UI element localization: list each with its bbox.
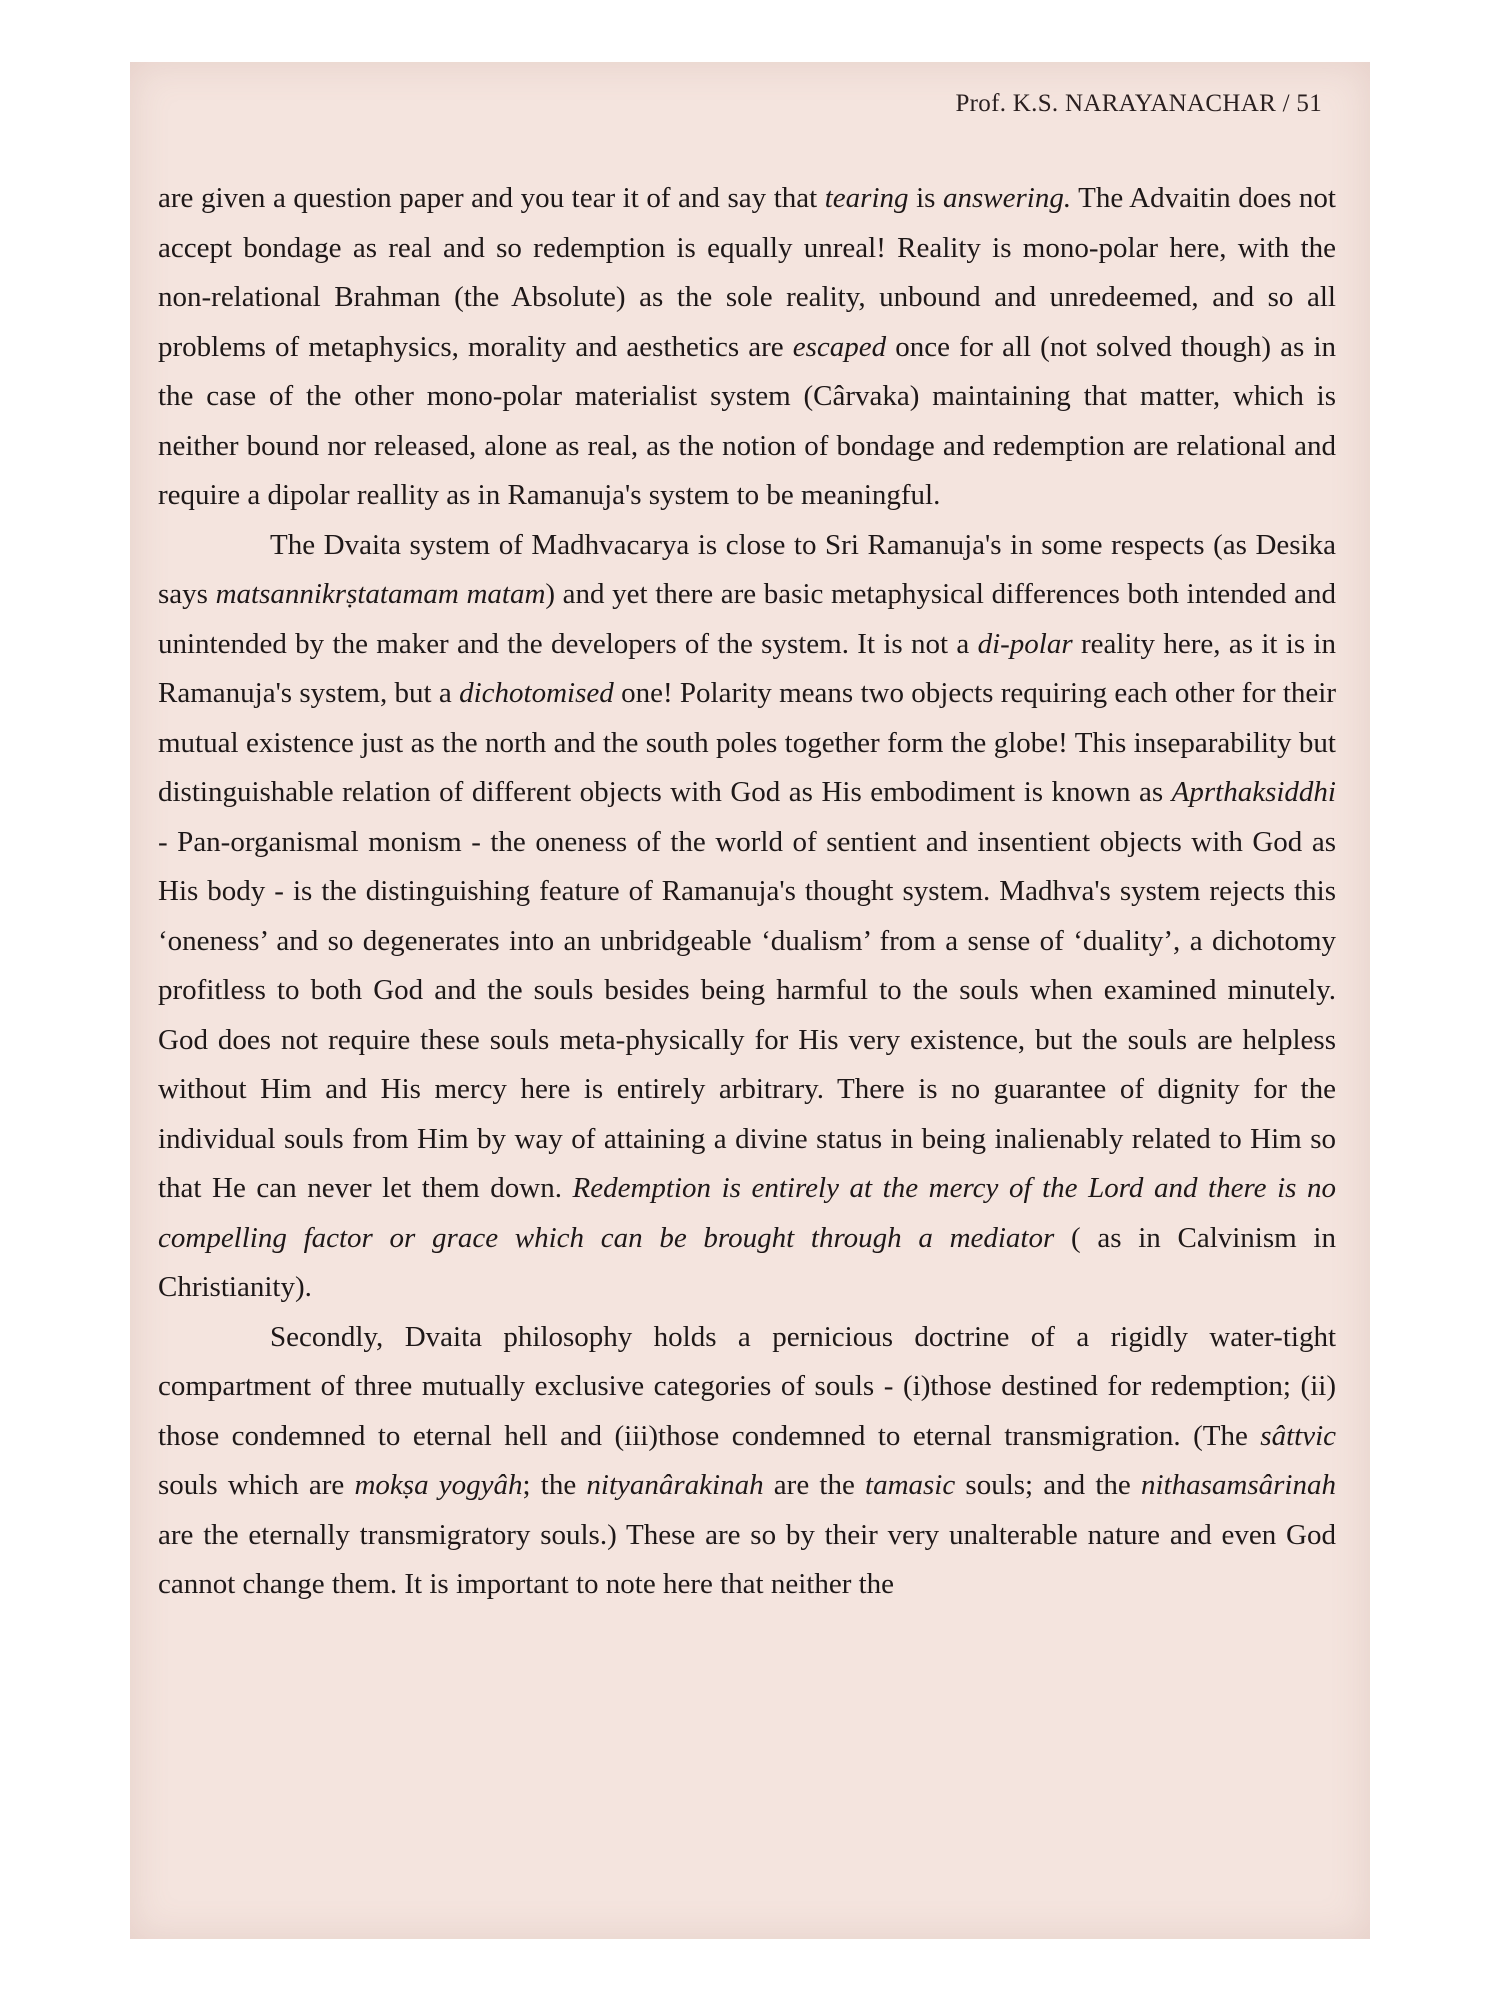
italic-term: nityanârakinah	[586, 1469, 764, 1501]
text-run: are given a question paper and you tear it of and say that	[158, 182, 825, 214]
text-run: Secondly, Dvaita philosophy holds a pernicious doctrine of a rigidly water-tight compartment of three mutually exclusive categories of souls - (i)those destined for redemption; (ii) those condemned to eternal hell and (iii)those condemned to eternal transmigration. (The	[158, 1320, 1336, 1452]
italic-term: mokṣa yogyâh	[354, 1469, 523, 1501]
text-run: reality here, as it is in Ramanuja's system, but a	[158, 627, 1336, 709]
italic-term: Redemption is entirely at the mercy of the Lord and there is no compelling factor or grace which can be brought through a mediator	[158, 1172, 1336, 1254]
body-text	[158, 174, 1336, 1610]
text-run: one! Polarity means two objects requiring each other for their mutual existence just as the north and the south poles together form the globe! This inseparability but distinguishable relation of different objects with God as His embodiment is known as	[158, 677, 1337, 808]
text-run: souls which are	[158, 1469, 355, 1501]
book-page	[130, 62, 1370, 1939]
text-run: ( as in Calvinism in Christianity).	[158, 1221, 1336, 1303]
text-run: once for all (not solved though) as in the case of the other mono-polar materialist system (Cârvaka) maintaining that matter, which is neither bound nor released, alone as real, as the notion of bondage and redemption are relational and require a dipolar reallity as in Ramanuja's system to be meaningful.	[158, 330, 1336, 511]
italic-term: escaped	[792, 330, 887, 363]
text-run: ; the	[522, 1469, 587, 1501]
italic-term: Aprthaksiddhi	[1171, 776, 1336, 808]
text-run: The Dvaita system of Madhvacarya is close to Sri Ramanuja's in some respects (as Desika says	[158, 528, 1336, 610]
italic-term: tamasic	[865, 1469, 956, 1501]
italic-term: di-polar	[977, 627, 1073, 660]
italic-term: matsannikrṣtatamam matam	[215, 578, 546, 610]
italic-term: tearing	[824, 182, 909, 214]
text-run: are the eternally transmigratory souls.) These are so by their very unalterable nature and even God cannot change them. It is important to note here that neither the	[158, 1518, 1336, 1600]
running-head: Prof. K.S. NARAYANACHAR / 51	[955, 90, 1322, 117]
paragraph	[158, 521, 1336, 1313]
text-run: The Advaitin does not accept bondage as real and so redemption is equally unreal! Reality is mono-polar here, with the non-relational Brahman (the Absolute) as the sole reality, unbound and unredeemed, and so all problems of metaphysics, morality and aesthetics are	[158, 182, 1336, 363]
text-run: souls; and the	[955, 1469, 1141, 1501]
italic-term: sâttvic	[1260, 1419, 1336, 1452]
paragraph	[158, 1313, 1336, 1610]
paragraph	[158, 174, 1336, 521]
italic-term: answering.	[943, 182, 1072, 214]
italic-term: nithasamsârinah	[1141, 1469, 1336, 1501]
text-run: is	[908, 182, 943, 214]
text-run: are the	[763, 1469, 866, 1501]
text-run: ) and yet there are basic metaphysical differences both intended and unintended by the maker and the developers of the system. It is not a	[158, 578, 1336, 660]
text-run: - Pan-organismal monism - the oneness of the world of sentient and insentient objects with God as His body - is the distinguishing feature of Ramanuja's thought system. Madhva's system rejects this ‘oneness’ and so degenerates into an unbridgeable ‘dualism’ from a sense of ‘duality’, a dichotomy profitless to both God and the souls besides being harmful to the souls when examined minutely. God does not require these souls meta-physically for His very existence, but the souls are helpless without Him and His mercy here is entirely arbitrary. There is no guarantee of dignity for the individual souls from Him by way of attaining a divine status in being inalienably related to Him so that He can never let them down.	[158, 825, 1336, 1204]
italic-term: dichotomised	[459, 677, 614, 709]
